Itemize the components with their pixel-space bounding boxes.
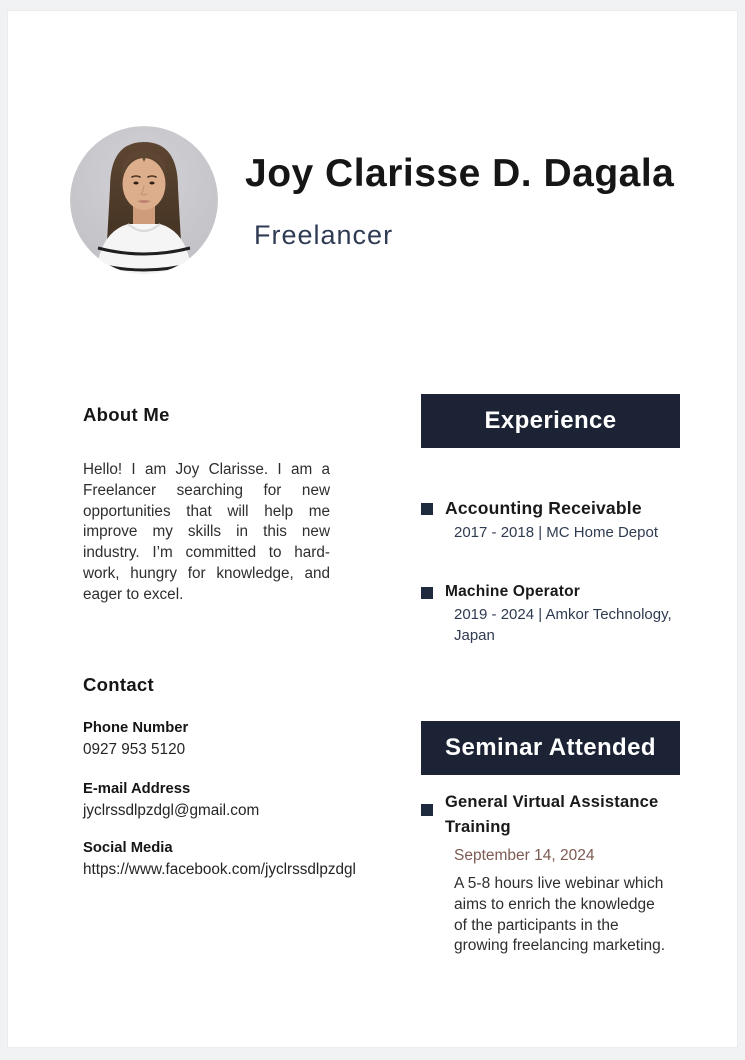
- experience-title: Machine Operator: [445, 583, 580, 600]
- experience-item: [421, 583, 689, 646]
- phone-value: 0927 953 5120: [83, 741, 186, 758]
- email-label: E-mail Address: [83, 781, 191, 797]
- person-role: Freelancer: [254, 220, 394, 250]
- about-text: Hello! I am Joy Clarisse. I am a Freelancer searching for new opportunities that will help me improve my skills in this new industry. I’m committed to hard-work, hungry for knowledge, and eager to excel.: [83, 461, 330, 603]
- social-label: Social Media: [83, 840, 173, 856]
- contact-phone-group: [83, 720, 413, 759]
- phone-label: Phone Number: [83, 720, 189, 736]
- seminar-section-banner: [421, 721, 680, 775]
- contact-social-group: [83, 840, 413, 879]
- profile-photo: [70, 126, 218, 274]
- profile-photo-illustration: [70, 126, 218, 274]
- experience-section-banner: [421, 394, 680, 448]
- email-value: jyclrssdlpzdgl@gmail.com: [83, 802, 260, 819]
- resume-page: [7, 10, 738, 1048]
- experience-title: Accounting Receivable: [445, 498, 642, 518]
- seminar-title: General Virtual Assistance Training: [445, 793, 659, 836]
- square-bullet-icon: [421, 587, 433, 599]
- experience-heading: Experience: [484, 407, 617, 434]
- seminar-date: September 14, 2024: [454, 847, 595, 864]
- social-value: https://www.facebook.com/jyclrssdlpzdgl: [83, 861, 356, 878]
- contact-heading: Contact: [83, 674, 154, 695]
- square-bullet-icon: [421, 804, 433, 816]
- experience-item: [421, 498, 689, 544]
- seminar-item: [421, 790, 687, 957]
- contact-email-group: [83, 781, 413, 820]
- square-bullet-icon: [421, 503, 433, 515]
- person-name: Joy Clarisse D. Dagala: [245, 152, 675, 195]
- about-heading: About Me: [83, 404, 170, 425]
- seminar-heading: Seminar Attended: [445, 734, 656, 761]
- experience-meta: 2019 - 2024 | Amkor Technology, Japan: [454, 606, 672, 644]
- seminar-description: A 5-8 hours live webinar which aims to enrich the knowledge of the participants in the growing freelancing marketing.: [454, 875, 666, 955]
- experience-meta: 2017 - 2018 | MC Home Depot: [454, 524, 659, 541]
